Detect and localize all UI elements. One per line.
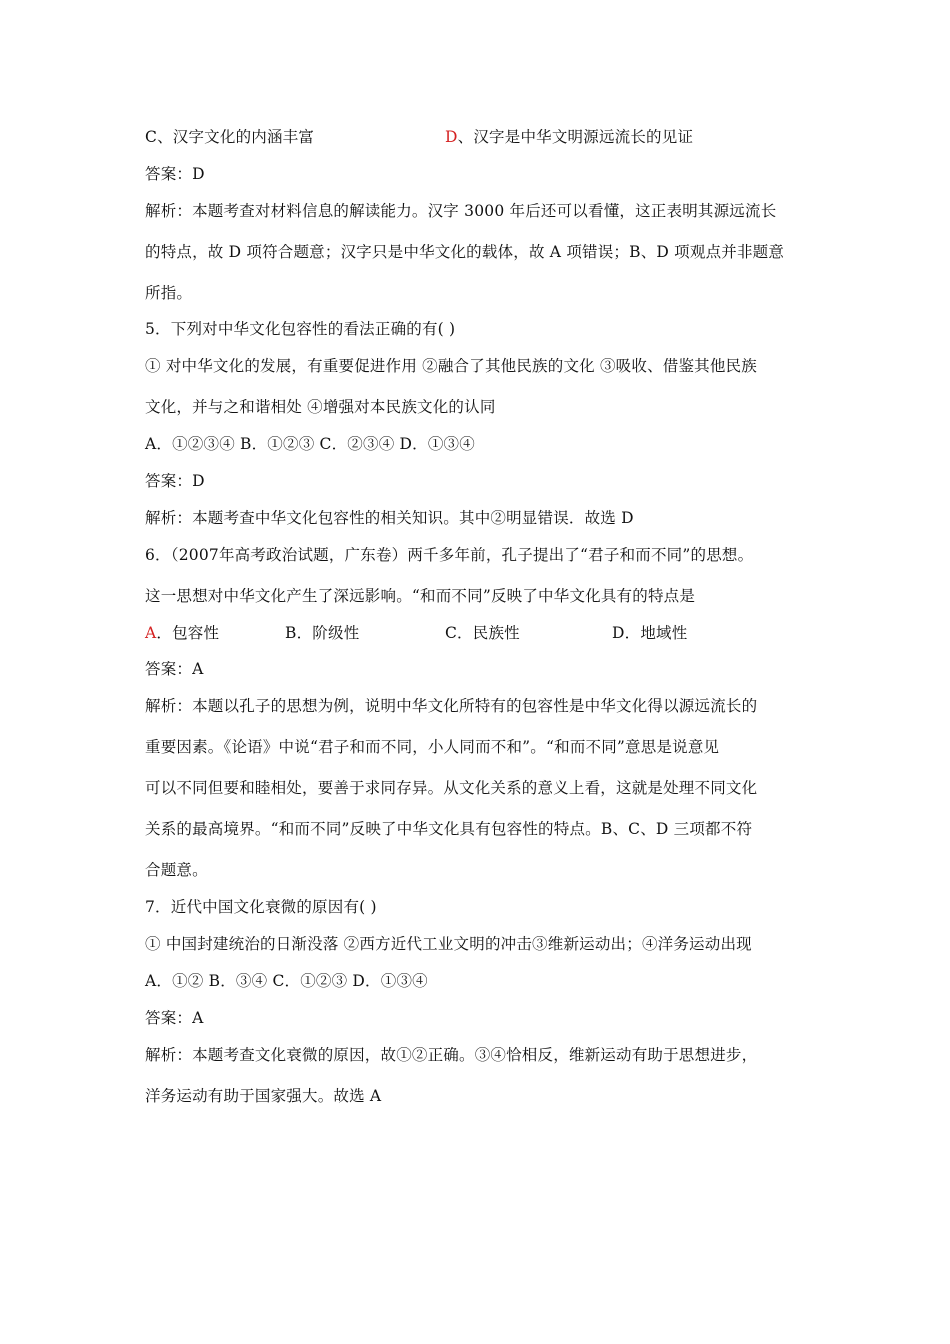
q6-answer: 答案：A bbox=[145, 660, 204, 678]
q4-analysis-line-3: 所指。 bbox=[145, 284, 193, 302]
q6-option-b: B．阶级性 bbox=[285, 624, 360, 642]
q6-analysis-line-5: 合题意。 bbox=[145, 861, 208, 879]
q4-option-c-text: 、汉字文化的内涵丰富 bbox=[157, 128, 315, 146]
q4-answer: 答案：D bbox=[145, 165, 205, 183]
q5-answer: 答案：D bbox=[145, 472, 205, 490]
q6-options-row bbox=[145, 623, 688, 643]
q6-analysis-line-4: 关系的最高境界。“和而不同”反映了中华文化具有包容性的特点。B、C、D 三项都不符 bbox=[145, 820, 753, 838]
q5-options: A．①②③④ B．①②③ C．②③④ D．①③④ bbox=[145, 435, 475, 453]
q4-analysis-line-2: 的特点，故 D 项符合题意；汉字只是中华文化的载体，故 A 项错误；B、D 项观点并非题意 bbox=[145, 243, 785, 261]
q7-analysis-line-1: 解析：本题考查文化衰微的原因，故①②正确。③④恰相反，维新运动有助于思想进步， bbox=[145, 1046, 758, 1064]
q4-option-c bbox=[145, 128, 314, 146]
q6-analysis-line-3: 可以不同但要和睦相处，要善于求同存异。从文化关系的意义上看，这就是处理不同文化 bbox=[145, 779, 758, 797]
q4-option-d bbox=[445, 127, 693, 147]
q4-option-c-label: C bbox=[145, 128, 158, 146]
q5-analysis: 解析：本题考查中华文化包容性的相关知识。其中②明显错误．故选 D bbox=[145, 509, 634, 527]
q6-option-a-label: A bbox=[145, 624, 157, 642]
q7-stem: 7．近代中国文化衰微的原因有( ) bbox=[145, 898, 377, 916]
q5-statements-line-1: ① 对中华文化的发展，有重要促进作用 ②融合了其他民族的文化 ③吸收、借鉴其他民族 bbox=[145, 357, 757, 375]
q6-option-d: D．地域性 bbox=[612, 624, 688, 642]
q4-analysis-line-1: 解析：本题考查对材料信息的解读能力。汉字 3000 年后还可以看懂，这正表明其源远流长 bbox=[145, 202, 777, 220]
q4-option-d-text: 、汉字是中华文明源远流长的见证 bbox=[457, 128, 694, 146]
q6-option-a-text: ．包容性 bbox=[156, 624, 220, 642]
q6-option-c: C．民族性 bbox=[445, 624, 520, 642]
q6-analysis-line-2: 重要因素。《论语》中说“君子和而不同，小人同而不和”。“和而不同”意思是说意见 bbox=[145, 738, 720, 756]
q6-stem-line-1: 6．（2007年高考政治试题，广东卷）两千多年前，孔子提出了“君子和而不同”的思想。 bbox=[145, 546, 754, 564]
q4-option-d-label: D bbox=[445, 128, 458, 146]
q6-option-a bbox=[145, 624, 219, 642]
q7-analysis-line-2: 洋务运动有助于国家强大。故选 A bbox=[145, 1087, 382, 1105]
q6-analysis-line-1: 解析：本题以孔子的思想为例，说明中华文化所特有的包容性是中华文化得以源远流长的 bbox=[145, 697, 758, 715]
q6-stem-line-2: 这一思想对中华文化产生了深远影响。“和而不同”反映了中华文化具有的特点是 bbox=[145, 587, 696, 605]
q7-answer: 答案：A bbox=[145, 1009, 204, 1027]
q5-stem: 5．下列对中华文化包容性的看法正确的有( ) bbox=[145, 320, 456, 338]
q7-options: A．①② B．③④ C．①②③ D．①③④ bbox=[145, 972, 428, 990]
q5-statements-line-2: 文化，并与之和谐相处 ④增强对本民族文化的认同 bbox=[145, 398, 496, 416]
q7-statements: ① 中国封建统治的日渐没落 ②西方近代工业文明的冲击③维新运动出；④洋务运动出现 bbox=[145, 935, 752, 953]
q4-options-row bbox=[145, 127, 694, 147]
